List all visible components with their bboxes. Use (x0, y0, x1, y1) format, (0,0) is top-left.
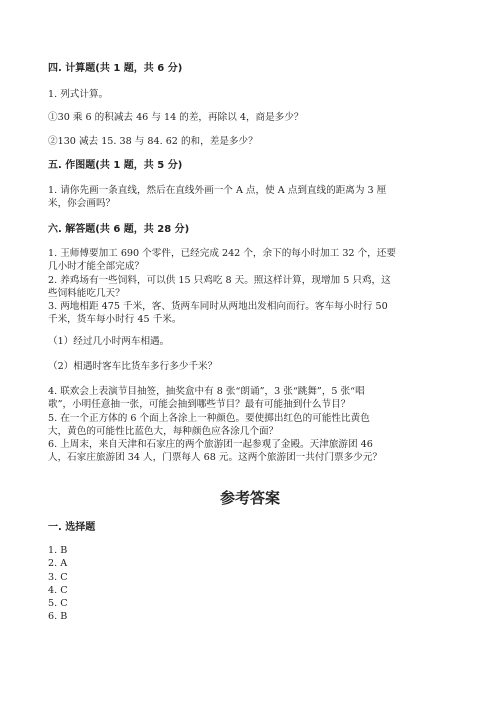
answer-q3-line1: 3. 两地相距 475 千米，客、货两车同时从两地出发相向而行。客车每小时行 50 (48, 301, 388, 313)
calc-intro: 1. 列式计算。 (48, 89, 109, 100)
answer-key-item-2: 2. A (48, 558, 68, 570)
section-heading-answer: 六. 解答题(共 6 题，共 28 分) (48, 224, 190, 235)
section-heading-calc: 四. 计算题(共 1 题，共 6 分) (48, 63, 183, 74)
answer-key-title: 参考答案 (219, 489, 280, 507)
draw-q1-line2: 米，你会画吗？ (48, 198, 116, 210)
calc-question-2: ②130 减去 15. 38 与 84. 62 的和，差是多少？ (48, 136, 258, 147)
answer-q2-line2: 些饲料能吃几天？ (48, 287, 125, 299)
answer-q3-sub1: （1）经过几小时两车相遇。 (48, 336, 170, 347)
answer-q4-line1: 4. 联欢会上表演节目抽签，抽奖盒中有 8 张“朗诵”，3 张“跳舞”，5 张“唱 (48, 386, 365, 397)
answer-q3-sub2: （2）相遇时客车比货车多行多少千米？ (48, 361, 218, 372)
answer-q6-line1: 6. 上周末，来自天津和石家庄的两个旅游团一起参观了金殿。天津旅游团 46 (48, 439, 373, 451)
answer-key-item-4: 4. C (48, 584, 68, 596)
answer-key-item-3: 3. C (48, 571, 68, 583)
answer-q2-line1: 2. 养鸡场有一些饲料，可以供 15 只鸡吃 8 天。照这样计算，现增加 5 只鸡，这 (48, 274, 391, 286)
answer-q6-line2: 人，石家庄旅游团 34 人，门票每人 68 元。这两个旅游团一共付门票多少元？ (48, 452, 383, 464)
draw-question-1 (48, 184, 452, 211)
answer-key-list (48, 544, 452, 624)
answer-q1-line1: 1. 王师傅要加工 690 个零件，已经完成 242 个，余下的每小时加工 32 个，还要 (48, 248, 396, 259)
answer-q5-line2: 大，黄色的可能性比蓝色大，每种颜色应各涂几个面？ (48, 425, 279, 437)
draw-q1-line1: 1. 请你先画一条直线，然后在直线外画一个 A 点，使 A 点到直线的距离为 3 厘 (48, 185, 387, 196)
section-heading-draw: 五. 作图题(共 1 题，共 5 分) (48, 160, 183, 171)
answer-q3-line2: 千米，货车每小时行 45 千米。 (48, 314, 182, 326)
answer-questions-4-6 (48, 385, 452, 465)
answer-key-item-5: 5. C (48, 598, 68, 610)
answer-q1-line2: 几小时才能全部完成？ (48, 261, 144, 273)
answer-key-choice-heading: 一. 选择题 (48, 522, 96, 533)
answer-key-item-6: 6. B (48, 611, 68, 623)
answer-key-item-1: 1. B (48, 545, 68, 556)
answer-questions-1-3 (48, 247, 452, 327)
answer-q4-line2: 歌”，小明任意抽一张，可能会抽到哪些节目？最有可能抽到什么节目？ (48, 399, 351, 411)
calc-question-1: ①30 乘 6 的积减去 46 与 14 的差，再除以 4，商是多少？ (48, 112, 304, 123)
answer-q5-line1: 5. 在一个正方体的 6 个面上各涂上一种颜色。要使掷出红色的可能性比黄色 (48, 412, 370, 424)
